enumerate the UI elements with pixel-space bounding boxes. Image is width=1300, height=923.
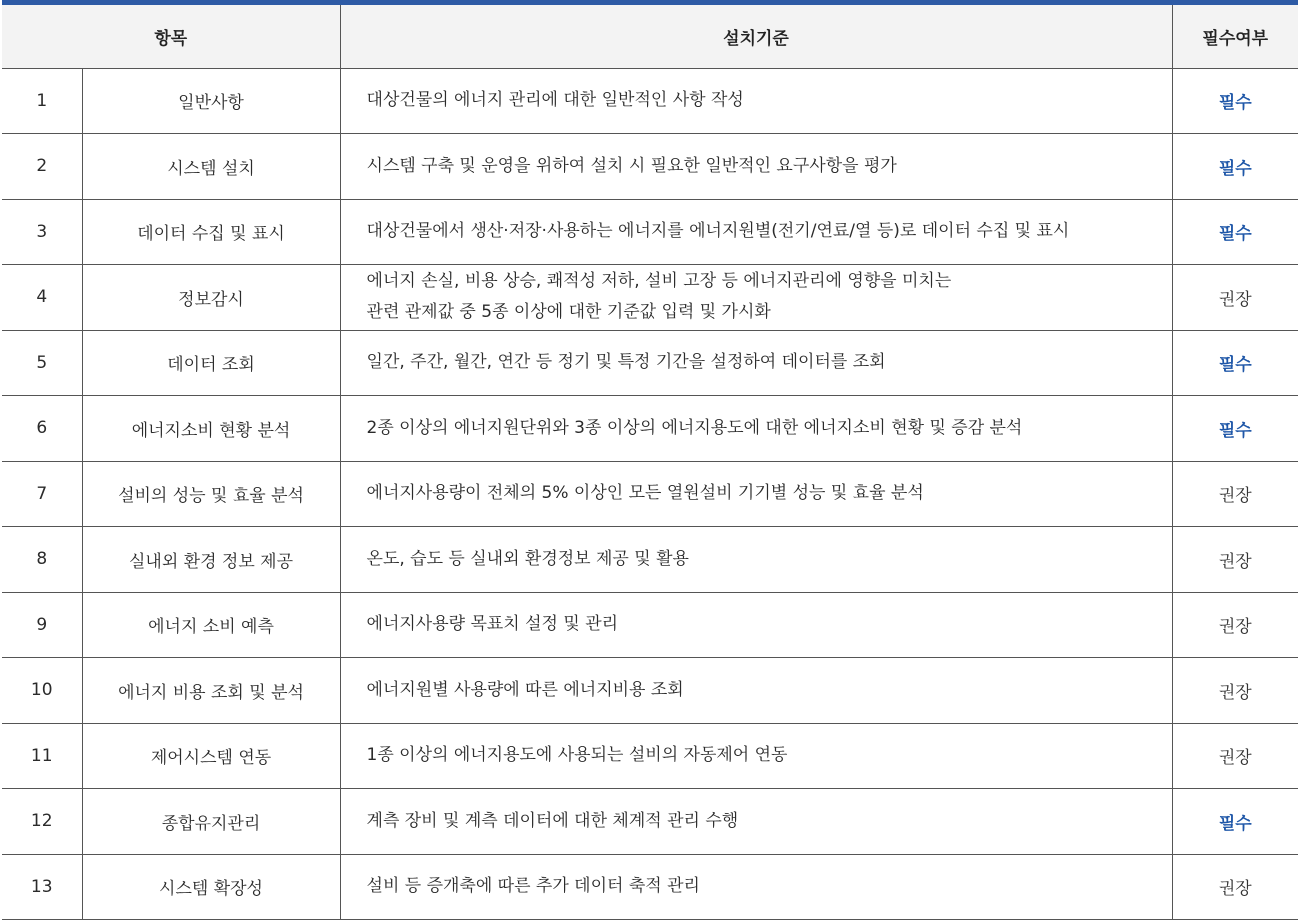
row-standard	[340, 68, 1172, 134]
recommended-badge: 권장	[1172, 723, 1298, 789]
table-row	[2, 592, 1298, 658]
table-row	[2, 658, 1298, 724]
table-row	[2, 723, 1298, 789]
standard-line: 계측 장비 및 계측 데이터에 대한 체계적 관리 수행	[366, 810, 739, 831]
standard-line: 에너지사용량 목표치 설정 및 관리	[366, 614, 619, 635]
table-row	[2, 461, 1298, 527]
recommended-badge: 권장	[1172, 658, 1298, 724]
row-item: 실내외 환경 정보 제공	[82, 527, 340, 593]
standard-line: 2종 이상의 에너지원단위와 3종 이상의 에너지용도에 대한 에너지소비 현황 및 증감 분석	[366, 417, 1023, 438]
table-header	[2, 5, 1298, 68]
table-row	[2, 330, 1298, 396]
table-row	[2, 789, 1298, 855]
row-standard	[340, 527, 1172, 593]
table-row	[2, 854, 1298, 920]
header-required: 필수여부	[1172, 5, 1298, 68]
row-number: 4	[2, 265, 82, 331]
row-standard	[340, 330, 1172, 396]
standard-line: 온도, 습도 등 실내외 환경정보 제공 및 활용	[366, 548, 689, 569]
standard-line: 관련 관제값 중 5종 이상에 대한 기준값 입력 및 가시화	[366, 302, 771, 323]
required-badge: 필수	[1172, 199, 1298, 265]
standard-line: 설비 등 증개축에 따른 추가 데이터 축적 관리	[366, 876, 700, 897]
row-standard	[340, 396, 1172, 462]
row-item: 에너지 비용 조회 및 분석	[82, 658, 340, 724]
row-number: 9	[2, 592, 82, 658]
required-badge: 필수	[1172, 396, 1298, 462]
row-standard	[340, 461, 1172, 527]
recommended-badge: 권장	[1172, 854, 1298, 920]
row-item: 에너지 소비 예측	[82, 592, 340, 658]
row-number: 8	[2, 527, 82, 593]
installation-criteria-table	[2, 5, 1298, 920]
row-number: 11	[2, 723, 82, 789]
standard-line: 1종 이상의 에너지용도에 사용되는 설비의 자동제어 연동	[366, 745, 788, 766]
row-standard	[340, 265, 1172, 331]
standard-line: 대상건물의 에너지 관리에 대한 일반적인 사항 작성	[366, 90, 744, 111]
row-item: 일반사항	[82, 68, 340, 134]
row-number: 2	[2, 134, 82, 200]
table-row	[2, 199, 1298, 265]
row-number: 7	[2, 461, 82, 527]
row-standard	[340, 854, 1172, 920]
recommended-badge: 권장	[1172, 527, 1298, 593]
row-standard	[340, 134, 1172, 200]
standard-line: 에너지원별 사용량에 따른 에너지비용 조회	[366, 679, 684, 700]
table-body	[2, 68, 1298, 920]
row-number: 6	[2, 396, 82, 462]
installation-criteria-table-container	[2, 0, 1298, 920]
header-standard: 설치기준	[340, 5, 1172, 68]
row-number: 5	[2, 330, 82, 396]
required-badge: 필수	[1172, 68, 1298, 134]
header-item: 항목	[2, 5, 340, 68]
standard-line: 시스템 구축 및 운영을 위하여 설치 시 필요한 일반적인 요구사항을 평가	[366, 155, 897, 176]
table-row	[2, 527, 1298, 593]
recommended-badge: 권장	[1172, 265, 1298, 331]
row-standard	[340, 658, 1172, 724]
required-badge: 필수	[1172, 789, 1298, 855]
row-number: 13	[2, 854, 82, 920]
row-item: 제어시스템 연동	[82, 723, 340, 789]
row-item: 설비의 성능 및 효율 분석	[82, 461, 340, 527]
standard-line: 에너지사용량이 전체의 5% 이상인 모든 열원설비 기기별 성능 및 효율 분석	[366, 483, 924, 504]
row-number: 1	[2, 68, 82, 134]
table-row	[2, 265, 1298, 331]
table-row	[2, 134, 1298, 200]
table-row	[2, 68, 1298, 134]
standard-line: 대상건물에서 생산·저장·사용하는 에너지를 에너지원별(전기/연료/열 등)로 데이터 수집 및 표시	[366, 221, 1070, 242]
row-number: 12	[2, 789, 82, 855]
row-standard	[340, 723, 1172, 789]
recommended-badge: 권장	[1172, 592, 1298, 658]
required-badge: 필수	[1172, 330, 1298, 396]
recommended-badge: 권장	[1172, 461, 1298, 527]
standard-line: 일간, 주간, 월간, 연간 등 정기 및 특정 기간을 설정하여 데이터를 조회	[366, 352, 886, 373]
row-item: 데이터 수집 및 표시	[82, 199, 340, 265]
row-standard	[340, 592, 1172, 658]
standard-line: 에너지 손실, 비용 상승, 쾌적성 저하, 설비 고장 등 에너지관리에 영향을 미치는	[366, 271, 952, 292]
row-item: 데이터 조회	[82, 330, 340, 396]
row-number: 3	[2, 199, 82, 265]
row-standard	[340, 199, 1172, 265]
header-row	[2, 5, 1298, 68]
table-row	[2, 396, 1298, 462]
row-item: 시스템 확장성	[82, 854, 340, 920]
row-standard	[340, 789, 1172, 855]
row-item: 에너지소비 현황 분석	[82, 396, 340, 462]
row-number: 10	[2, 658, 82, 724]
row-item: 종합유지관리	[82, 789, 340, 855]
row-item: 시스템 설치	[82, 134, 340, 200]
required-badge: 필수	[1172, 134, 1298, 200]
row-item: 정보감시	[82, 265, 340, 331]
